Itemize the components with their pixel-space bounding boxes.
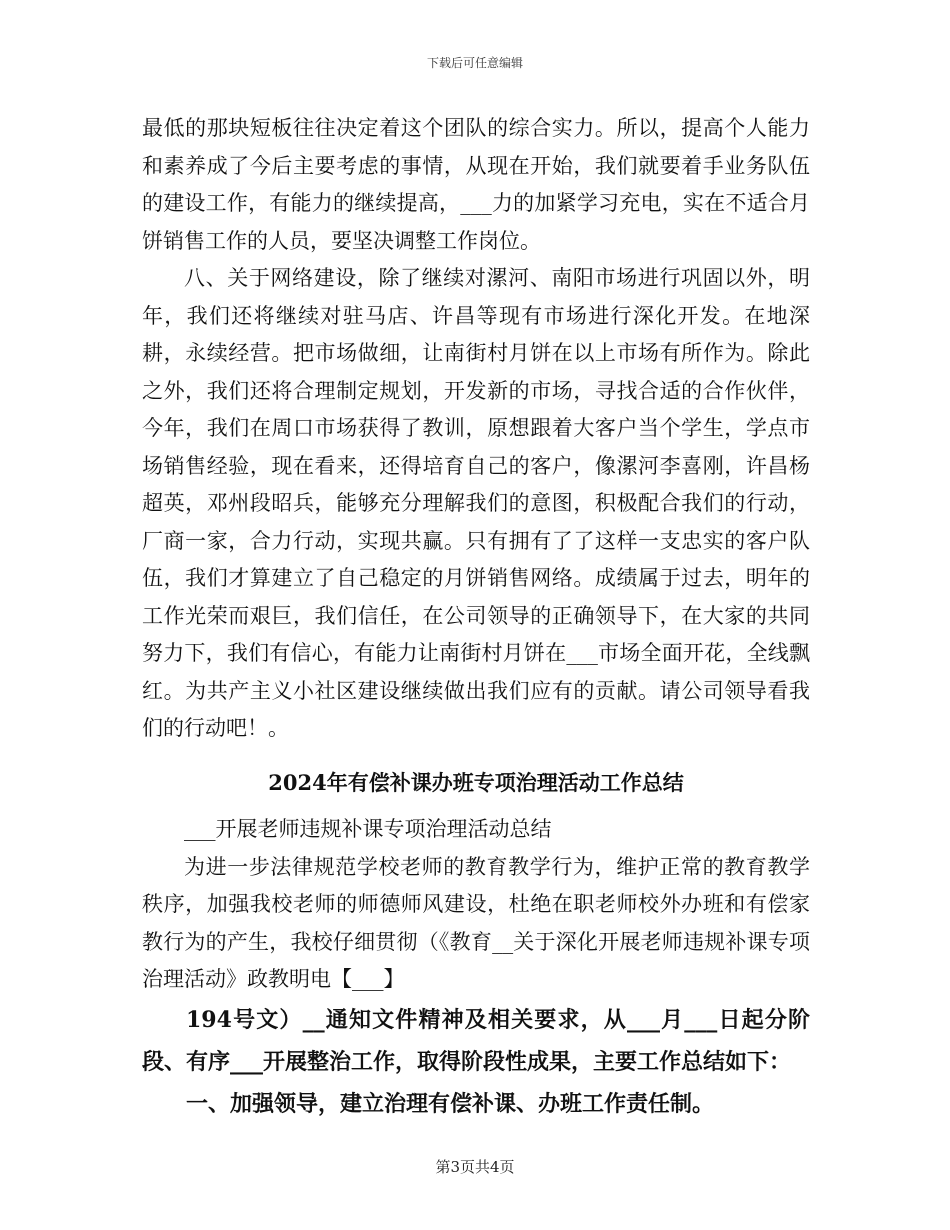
document-title: 2024年有偿补课办班专项治理活动工作总结 bbox=[268, 769, 684, 795]
page-header: 下载后可任意编辑 bbox=[426, 56, 523, 70]
paragraph-introduction: 为进一步法律规范学校老师的教育教学行为，维护正常的教育教学秩序，加强我校老师的师德师风建设，杜绝在职老师校外办班和有偿家教行为的产生，我校仔细贯彻（《教育__关于深化开展老师违规补课专项治理活动》政教明电【___】 bbox=[142, 854, 810, 991]
document-subtitle: ___开展老师违规补课专项治理活动总结 bbox=[184, 817, 552, 841]
page-number: 第3页共4页 bbox=[435, 1158, 515, 1176]
paragraph-network-building: 八、关于网络建设，除了继续对漯河、南阳市场进行巩固以外，明年，我们还将继续对驻马店、许昌等现有市场进行深化开发。在地深耕，永续经营。把市场做细，让南街村月饼在以上市场有所作为。除此之外，我们还将合理制定规划，开发新的市场，寻找合适的合作伙伴，今年，我们在周口市场获得了教训，原想跟着大客户当个学生，学点市场销售经验，现在看来，还得培育自己的客户，像漯河李喜刚，许昌杨超英，邓州段昭兵，能够充分理解我们的意图，积极配合我们的行动，厂商一家，合力行动，实现共赢。只有拥有了了这样一支忠实的客户队伍，我们才算建立了自己稳定的月饼销售网络。成绩属于过去，明年的工作光荣而艰巨，我们信任，在公司领导的正确领导下，在大家的共同努力下，我们有信心，有能力让南街村月饼在___市场全面开花，全线飘红。为共产主义小社区建设继续做出我们应有的贡献。请公司领导看我们的行动吧！。 bbox=[142, 266, 810, 740]
paragraph-notice-reference: 194号文）__通知文件精神及相关要求，从___月___日起分阶段、有序___开展整治工作，取得阶段性成果，主要工作总结如下： bbox=[142, 1006, 810, 1075]
document-body bbox=[142, 110, 810, 1125]
paragraph-team-quality: 最低的那块短板往往决定着这个团队的综合实力。所以，提高个人能力和素养成了今后主要考虑的事情，从现在开始，我们就要着手业务队伍的建设工作，有能力的继续提高，___力的加紧学习充电，实在不适合月饼销售工作的人员，要坚决调整工作岗位。 bbox=[142, 116, 810, 253]
section-heading-leadership: 一、加强领导，建立治理有偿补课、办班工作责任制。 bbox=[186, 1090, 715, 1117]
